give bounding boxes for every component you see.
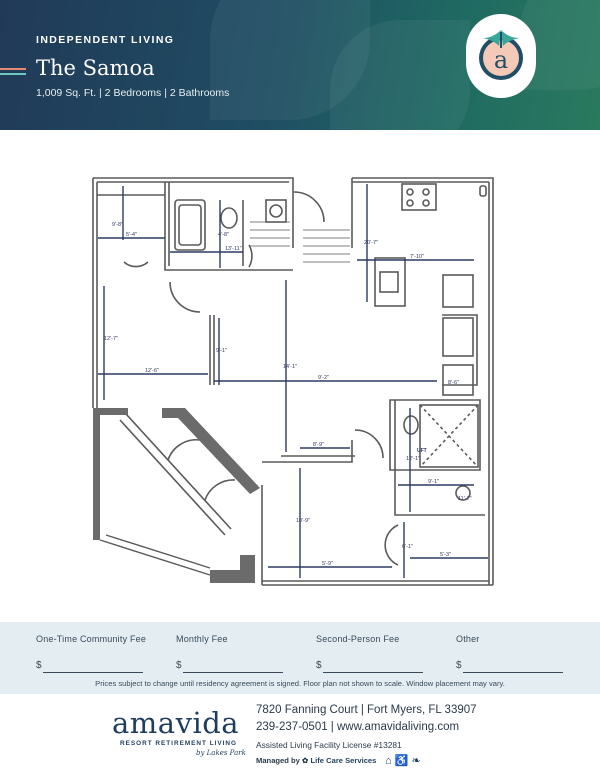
page-title: The Samoa <box>36 56 155 80</box>
fee-label: Monthly Fee <box>176 634 228 644</box>
accent-line <box>0 68 26 70</box>
fee-label: Second-Person Fee <box>316 634 400 644</box>
logo-badge <box>466 14 536 98</box>
fee-second-person <box>316 634 436 671</box>
dimension-label: 9'-1" <box>428 479 439 485</box>
fee-currency: $ <box>316 660 322 671</box>
fee-blank-line <box>183 672 283 673</box>
fee-monthly <box>176 634 296 671</box>
dimension-label: 5'-3" <box>440 552 451 558</box>
fee-other <box>456 634 576 671</box>
managed-by-prefix: Managed by <box>256 756 300 765</box>
accent-line <box>0 73 26 75</box>
dimension-label: 4'-8" <box>218 232 229 238</box>
fee-currency: $ <box>176 660 182 671</box>
dimension-label: 8'-6" <box>448 380 459 386</box>
dimension-label: 9'-8" <box>112 222 123 228</box>
address: 7820 Fanning Court | Fort Myers, FL 33907 <box>256 704 477 716</box>
dimension-label: 11'-7" <box>458 496 472 502</box>
fee-one-time <box>36 634 156 671</box>
dimension-label: 20'-7" <box>364 240 379 246</box>
accessibility-icons <box>385 754 421 767</box>
fee-label: Other <box>456 634 480 644</box>
fees-section <box>0 622 600 694</box>
dimension-label: 5'-9" <box>322 561 333 567</box>
dimension-label: 10'-9" <box>296 518 311 524</box>
pet-friendly-icon: ❧ <box>411 755 421 767</box>
lcs-logo-icon: ✿ <box>302 756 309 765</box>
fee-blank-line <box>43 672 143 673</box>
dimension-label: 14'-1" <box>283 364 298 370</box>
dimension-label: 6'-1" <box>402 544 413 550</box>
logo-letter: a <box>493 46 509 74</box>
fee-blank-line <box>323 672 423 673</box>
brand-sub: by Lakes Park <box>196 749 246 757</box>
managed-by-company: Life Care Services <box>310 756 377 765</box>
dimension-label: 8'-9" <box>313 442 324 448</box>
fee-currency: $ <box>36 660 42 671</box>
palm-logo-icon <box>477 26 525 86</box>
fee-label: One-Time Community Fee <box>36 634 147 644</box>
dimension-label: 9'-2" <box>318 375 329 381</box>
dimension-label: 9'-1" <box>216 348 227 354</box>
phone-website-link[interactable]: 239-237-0501 | www.amavidaliving.com <box>256 721 460 733</box>
dimension-label: 12'-1" <box>406 456 421 462</box>
dimension-label: 5'-4" <box>126 232 137 238</box>
appliance-label: UFT <box>417 448 427 454</box>
category-label: INDEPENDENT LIVING <box>36 34 175 46</box>
dimension-label: 13'-11" <box>225 246 242 252</box>
header-banner <box>0 0 600 130</box>
disclaimer: Prices subject to change until residency agreement is signed. Floor plan not shown to scale. Window placement may vary. <box>95 679 505 688</box>
floor-plan <box>0 130 600 620</box>
fee-currency: $ <box>456 660 462 671</box>
accessibility-icon: ♿ <box>394 755 409 767</box>
equal-housing-icon: ⌂ <box>385 755 392 767</box>
dimension-label: 7'-10" <box>410 254 425 260</box>
brand-tagline: RESORT RETIREMENT LIVING <box>120 740 238 747</box>
floor-plan-drawing <box>0 130 600 620</box>
footer <box>0 694 600 776</box>
dimension-label: 12'-7" <box>104 336 119 342</box>
unit-specs: 1,009 Sq. Ft. | 2 Bedrooms | 2 Bathrooms <box>36 87 230 99</box>
license-number: Assisted Living Facility License #13281 <box>256 740 402 750</box>
fee-blank-line <box>463 672 563 673</box>
managed-by <box>256 756 376 765</box>
brand-wordmark: amavida <box>112 706 240 740</box>
dimension-label: 12'-6" <box>145 368 160 374</box>
